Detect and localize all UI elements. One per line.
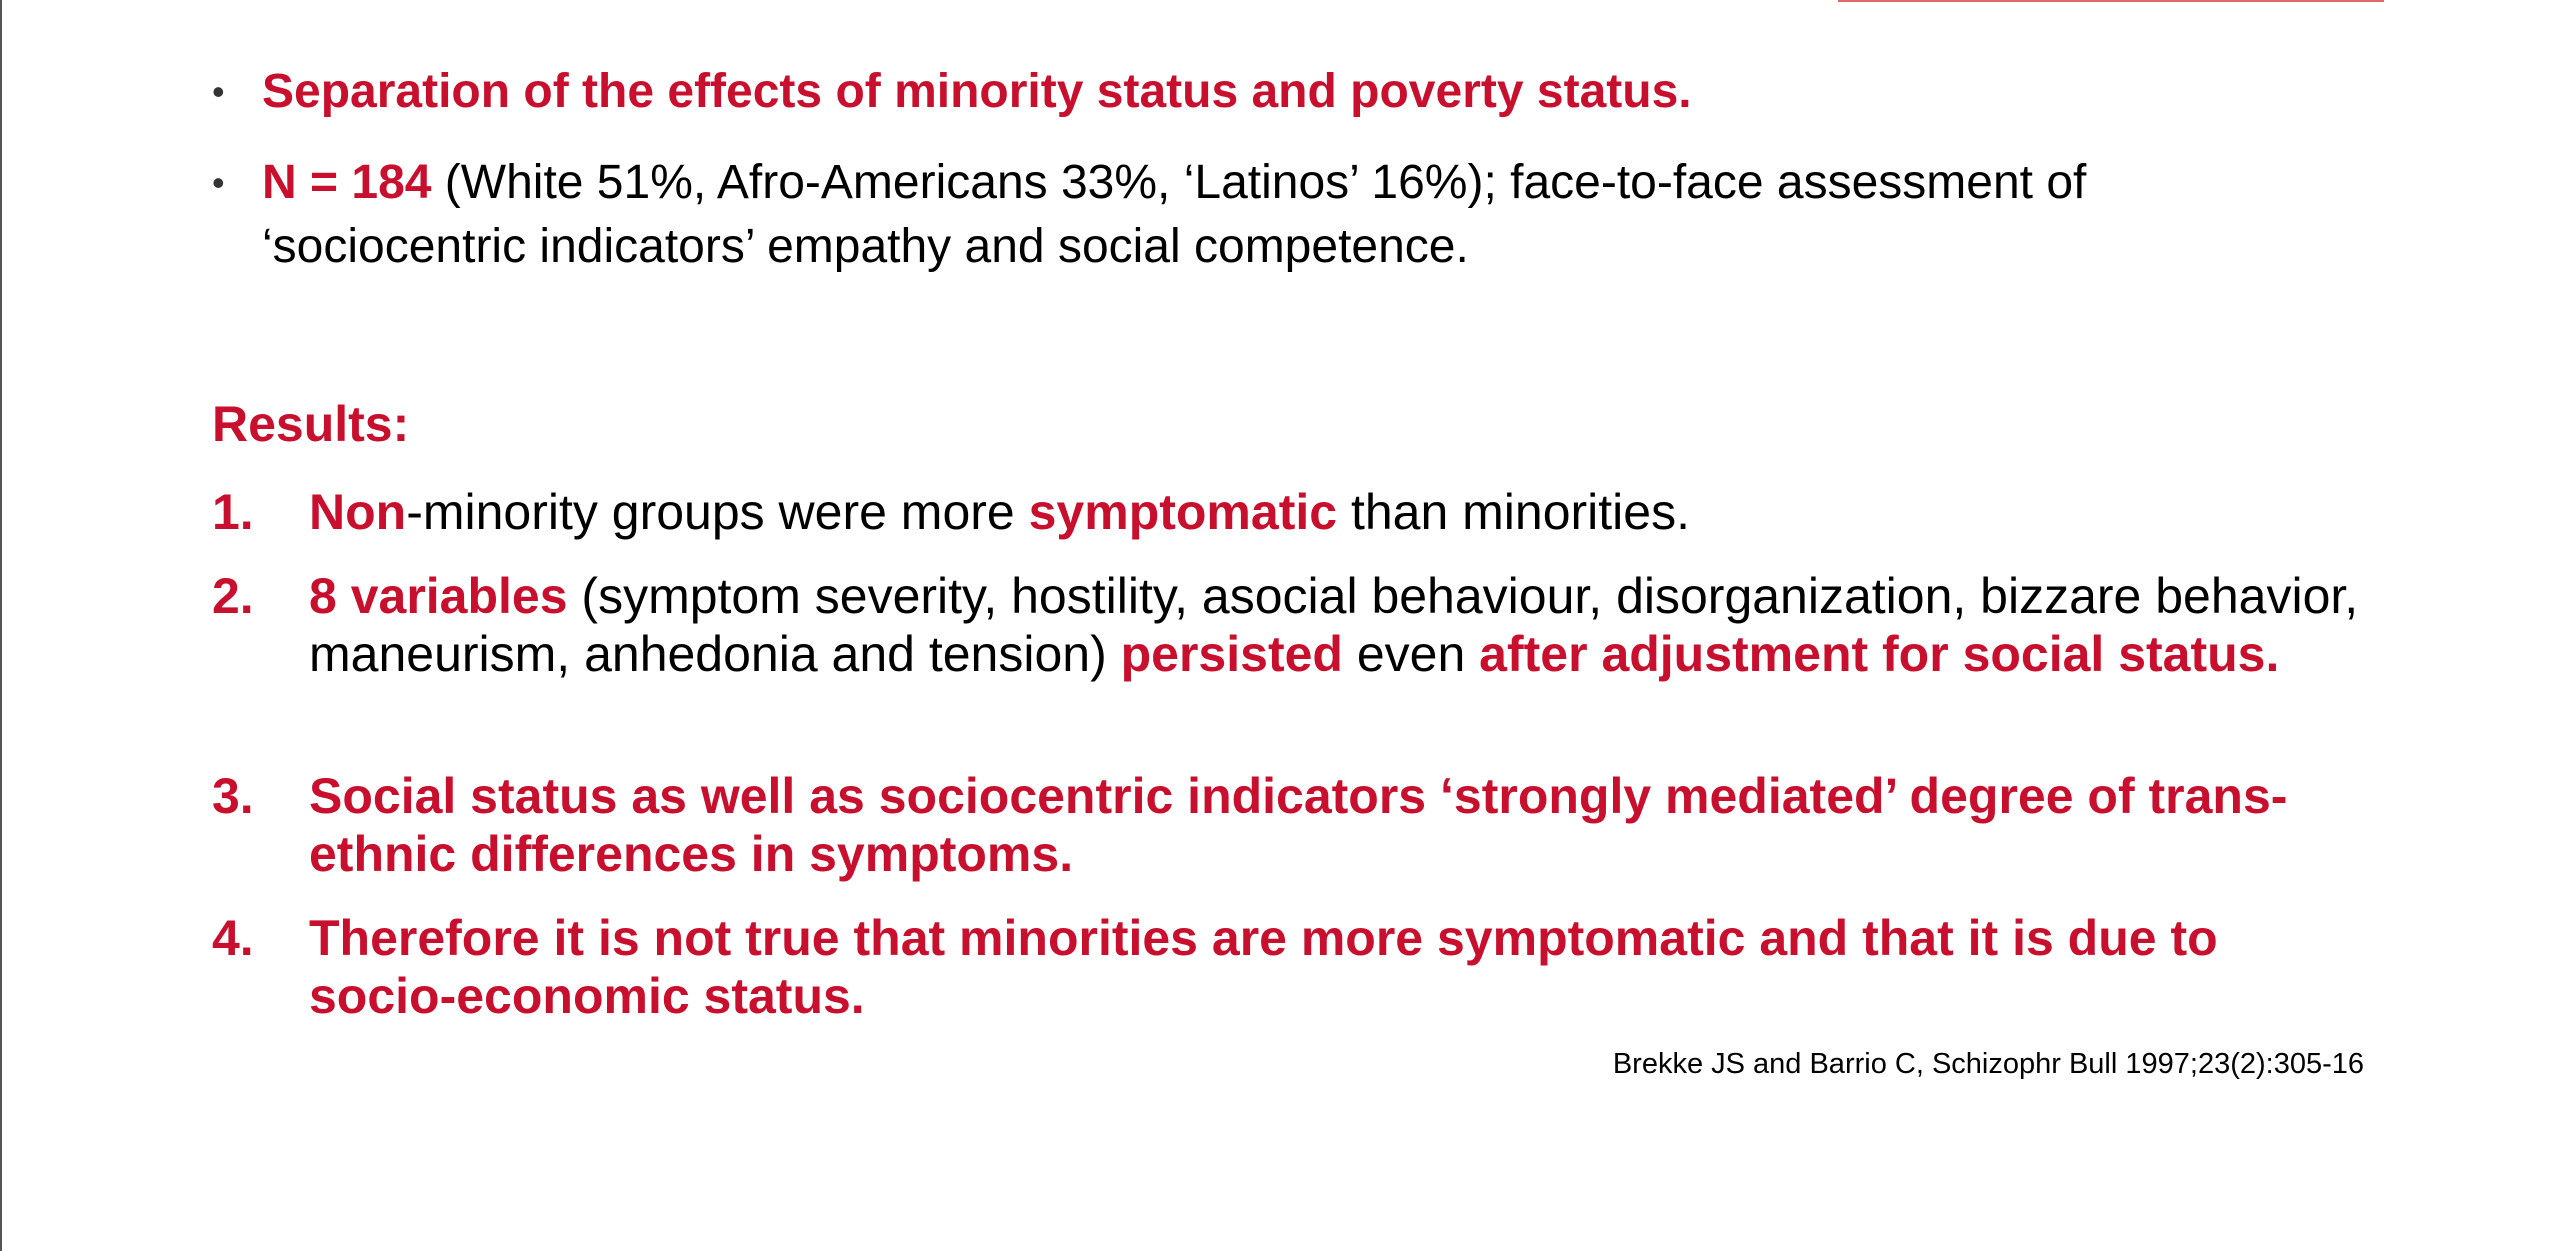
results-heading: Results: <box>212 396 410 452</box>
result-emphasis: 8 variables <box>309 568 568 624</box>
bullet-item-sample <box>212 151 2362 279</box>
slide-left-border <box>0 0 2 1251</box>
result-emphasis: Non <box>309 484 407 540</box>
bullet-item-separation <box>212 60 2362 124</box>
result-number: 2. <box>212 568 254 624</box>
result-text <box>309 483 2362 541</box>
bullet-text: Separation of the effects of minority status and poverty status. <box>262 65 1692 118</box>
bullet-dot-icon: • <box>212 71 225 112</box>
bullet-dot-icon: • <box>212 162 225 203</box>
result-item-1 <box>212 483 2362 541</box>
result-emphasis: persisted <box>1120 626 1343 682</box>
result-plain: -minority groups were more <box>406 484 1029 540</box>
sample-description: (White 51%, Afro-Americans 33%, ‘Latinos’ 16%); face-to-face assessment of ‘sociocentric indicators’ empathy and social competence. <box>262 156 2087 273</box>
result-number: 3. <box>212 768 254 824</box>
top-accent-line <box>1838 0 2384 2</box>
result-text: Social status as well as sociocentric indicators ‘strongly mediated’ degree of trans-ethnic differences in symptoms. <box>309 768 2288 882</box>
result-item-2 <box>212 567 2362 683</box>
result-plain: than minorities. <box>1337 484 1690 540</box>
result-item-4 <box>212 909 2362 1025</box>
bullet-text <box>262 151 2362 279</box>
result-number: 1. <box>212 484 254 540</box>
result-emphasis: after adjustment for social status. <box>1479 626 2280 682</box>
result-plain: even <box>1342 626 1480 682</box>
result-number: 4. <box>212 910 254 966</box>
result-item-3 <box>212 767 2362 883</box>
result-plain: (symptom severity, hostility, asocial behaviour, disorganization, bizzare behavior, maneurism, anhedonia and tension) <box>309 568 2359 682</box>
result-emphasis: symptomatic <box>1028 484 1338 540</box>
citation: Brekke JS and Barrio C, Schizophr Bull 1997;23(2):305-16 <box>1612 1048 2364 1080</box>
result-text: Therefore it is not true that minorities are more symptomatic and that it is due to socio-economic status. <box>309 910 2218 1024</box>
sample-size-label: N = 184 <box>262 156 432 209</box>
result-text <box>309 567 2362 683</box>
